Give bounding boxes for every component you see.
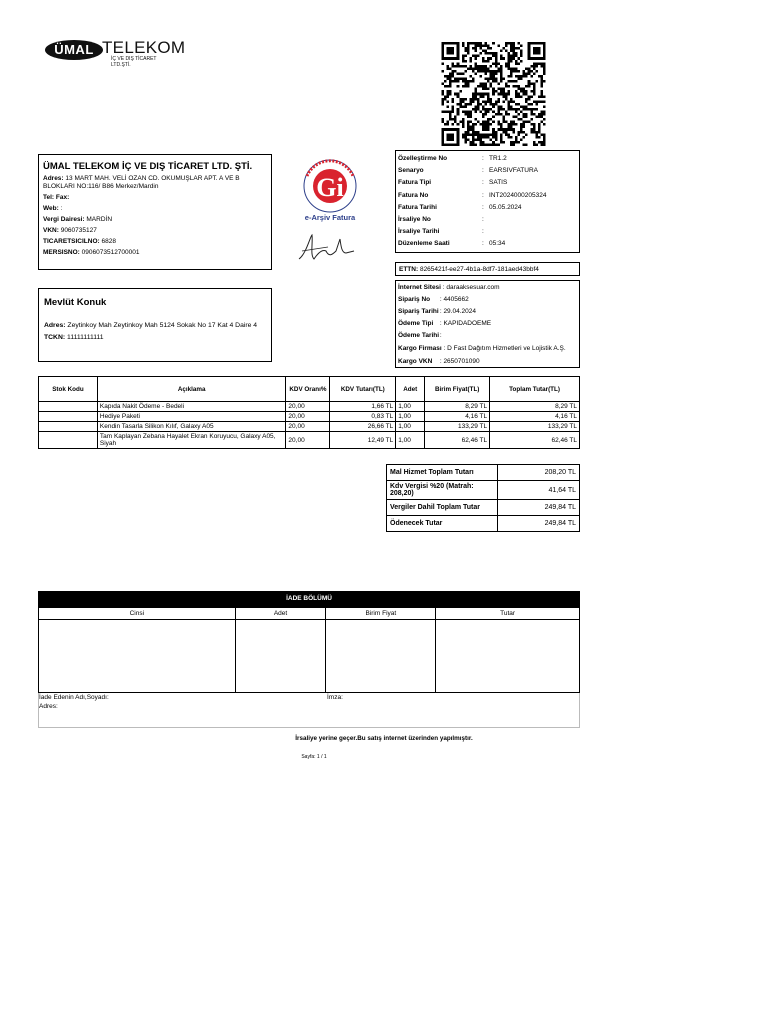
items-header-cell: KDV Tutarı(TL) xyxy=(330,377,396,402)
meta-key: Fatura Tipi xyxy=(398,179,432,187)
item-desc-cell: Kapıda Nakit Ödeme - Bedeli xyxy=(97,402,286,412)
totals-value: 249,84 TL xyxy=(498,516,580,532)
item-rate-cell: 20,00 xyxy=(286,412,330,422)
item-kdv-cell: 26,66 TL xyxy=(330,422,396,432)
meta-colon: : xyxy=(482,155,484,162)
logo-word: TELEKOM xyxy=(102,38,186,57)
table-row xyxy=(39,412,580,422)
totals-row xyxy=(387,465,580,481)
return-cell xyxy=(436,620,580,693)
meta-key: Fatura No xyxy=(398,191,429,199)
order-value: daraaksesuar.com xyxy=(446,284,500,291)
return-sign-label: İmza: xyxy=(327,694,343,701)
return-name-label: İade Edenin Adı,Soyadı: xyxy=(39,694,109,701)
meta-colon: : xyxy=(482,228,484,236)
item-rate-cell: 20,00 xyxy=(286,432,330,449)
order-value: KAPIDADOEME xyxy=(443,320,492,327)
item-rate-cell: 20,00 xyxy=(286,402,330,412)
item-code-cell xyxy=(39,412,98,422)
return-body xyxy=(38,619,580,693)
meta-value: INT2024000205324 xyxy=(489,191,547,199)
item-unit-cell: 8,29 TL xyxy=(425,402,490,412)
totals-table xyxy=(386,464,580,532)
return-title: İADE BÖLÜMÜ xyxy=(38,591,580,607)
meta-row xyxy=(398,192,578,201)
item-total-cell: 8,29 TL xyxy=(490,402,580,412)
item-desc-cell: Kendin Tasarla Silikon Kılıf, Galaxy A05 xyxy=(97,422,286,432)
meta-row xyxy=(398,155,578,164)
meta-row xyxy=(398,240,578,249)
return-cell xyxy=(39,620,236,693)
order-value: 4405662 xyxy=(443,296,469,303)
order-info xyxy=(395,280,580,368)
meta-value: TR1.2 xyxy=(489,155,507,162)
item-kdv-cell: 12,49 TL xyxy=(330,432,396,449)
order-colon: : xyxy=(439,320,442,327)
footer-note: İrsaliye yerine geçer.Bu satış internet üzerinden yapılmıştır. xyxy=(295,735,473,742)
meta-key: Senaryo xyxy=(398,167,424,175)
totals-row xyxy=(387,516,580,532)
meta-colon: : xyxy=(482,191,484,199)
seller-vkn: VKN: 9060735127 xyxy=(43,227,97,234)
items-header-row xyxy=(39,377,580,402)
return-column-header: Cinsi xyxy=(39,608,236,620)
seller-address: Adres: 13 MART MAH. VELİ OZAN CD. OKUMUŞLAR APT. A VE B BLOKLARI NO:116/ B86 Merkez/Mardin xyxy=(43,175,240,190)
item-total-cell: 133,29 TL xyxy=(490,422,580,432)
buyer-address: Adres: Zeytinkoy Mah Zeytinkoy Mah 5124 Sokak No 17 Kat 4 Daire 4 xyxy=(44,322,258,329)
items-header-cell: Toplam Tutar(TL) xyxy=(490,377,580,402)
totals-row xyxy=(387,481,580,500)
item-desc-cell: Tam Kaplayan Zebana Hayalet Ekran Koruyucu, Galaxy A05, Siyah xyxy=(97,432,286,449)
return-column-header: Birim Fiyat xyxy=(326,608,436,620)
seller-telfax: Tel: Fax: xyxy=(43,194,70,201)
items-header-cell: KDV Oranı% xyxy=(286,377,330,402)
totals-label: Kdv Vergisi %20 (Matrah: 208,20) xyxy=(387,481,498,500)
buyer-info xyxy=(38,288,272,362)
item-code-cell xyxy=(39,422,98,432)
items-table xyxy=(38,376,580,449)
return-address-label: Adres: xyxy=(39,703,58,710)
meta-key: İrsaliye No xyxy=(398,216,431,223)
item-qty-cell: 1,00 xyxy=(396,402,425,412)
seller-mersis: MERSISNO: 0906073512700001 xyxy=(43,249,140,256)
order-colon: : xyxy=(439,308,442,315)
item-qty-cell: 1,00 xyxy=(396,422,425,432)
return-cell xyxy=(326,620,436,693)
order-colon: : xyxy=(439,358,442,365)
order-row xyxy=(398,358,480,365)
meta-colon: : xyxy=(482,167,484,175)
items-header-cell: Birim Fiyat(TL) xyxy=(425,377,490,402)
item-rate-cell: 20,00 xyxy=(286,422,330,432)
totals-label: Vergiler Dahil Toplam Tutar xyxy=(387,500,498,516)
seller-tax-office: Vergi Dairesi: MARDİN xyxy=(43,216,113,223)
return-section xyxy=(38,591,580,728)
order-colon: : xyxy=(442,284,445,291)
return-column-header: Adet xyxy=(235,608,326,620)
company-logo xyxy=(45,38,186,68)
order-colon: : xyxy=(443,345,446,352)
order-key: Kargo VKN xyxy=(398,358,433,365)
items-header-cell: Adet xyxy=(396,377,425,402)
item-kdv-cell: 1,66 TL xyxy=(330,402,396,412)
meta-value: SATIS xyxy=(489,179,508,187)
item-desc-cell: Hediye Paketi xyxy=(97,412,286,422)
items-header-cell: Açıklama xyxy=(97,377,286,402)
seller-web: Web: : xyxy=(43,205,63,212)
seller-trade-reg: TICARETSICILNO: 6828 xyxy=(43,238,116,245)
meta-row xyxy=(398,204,578,213)
item-total-cell: 62,46 TL xyxy=(490,432,580,449)
order-row xyxy=(398,332,442,339)
invoice-meta xyxy=(395,150,580,253)
totals-row xyxy=(387,500,580,516)
order-key: Sipariş No xyxy=(398,296,431,303)
item-total-cell: 4,16 TL xyxy=(490,412,580,422)
order-row xyxy=(398,345,566,352)
item-code-cell xyxy=(39,402,98,412)
order-row xyxy=(398,284,500,291)
order-key: Kargo Firması xyxy=(398,345,442,352)
item-unit-cell: 62,46 TL xyxy=(425,432,490,449)
buyer-name: Mevlüt Konuk xyxy=(44,297,107,308)
item-qty-cell: 1,00 xyxy=(396,412,425,422)
totals-value: 208,20 TL xyxy=(498,465,580,481)
seller-info xyxy=(38,154,272,270)
item-unit-cell: 133,29 TL xyxy=(425,422,490,432)
totals-value: 41,64 TL xyxy=(498,481,580,500)
ettn-value: 8265421f-ee27-4b1a-8df7-181aed43bbf4 xyxy=(419,266,539,273)
item-unit-cell: 4,16 TL xyxy=(425,412,490,422)
table-row xyxy=(39,402,580,412)
meta-row xyxy=(398,216,578,225)
meta-key: İrsaliye Tarihi xyxy=(398,228,440,236)
meta-row xyxy=(398,167,578,176)
meta-colon: : xyxy=(482,179,484,187)
meta-colon: : xyxy=(482,240,484,248)
order-key: İnternet Sitesi xyxy=(398,284,441,291)
signature-icon xyxy=(296,229,356,267)
order-value: D Fast Dağıtım Hizmetleri ve Lojistik A.Ş. xyxy=(447,345,566,352)
order-key: Ödeme Tipi xyxy=(398,320,434,327)
order-row xyxy=(398,308,476,315)
logo-oval: ÜMAL xyxy=(45,40,103,60)
order-row xyxy=(398,320,491,327)
totals-label: Ödenecek Tutar xyxy=(387,516,498,532)
meta-key: Düzenleme Saati xyxy=(398,240,450,248)
e-arsiv-label: e-Arşiv Fatura xyxy=(304,213,356,222)
order-value: 2650701090 xyxy=(443,358,480,365)
logo-subtitle: İÇ VE DIŞ TİCARET LTD.ŞTİ. xyxy=(111,56,157,68)
meta-key: Özelleştirme No xyxy=(398,155,448,162)
order-row xyxy=(398,296,469,303)
totals-label: Mal Hizmet Toplam Tutarı xyxy=(387,465,498,481)
meta-value: 05:34 xyxy=(489,240,506,248)
order-colon: : xyxy=(439,296,442,303)
meta-colon: : xyxy=(482,203,484,211)
order-key: Sipariş Tarihi xyxy=(398,308,439,315)
qr-code-icon xyxy=(441,42,546,146)
totals-value: 249,84 TL xyxy=(498,500,580,516)
item-code-cell xyxy=(39,432,98,449)
item-kdv-cell: 0,83 TL xyxy=(330,412,396,422)
meta-colon: : xyxy=(482,216,484,223)
return-cell xyxy=(235,620,326,693)
items-header-cell: Stok Kodu xyxy=(39,377,98,402)
svg-text:Gi: Gi xyxy=(316,173,344,202)
meta-row xyxy=(398,179,578,188)
meta-key: Fatura Tarihi xyxy=(398,203,437,211)
table-row xyxy=(39,432,580,449)
order-key: Ödeme Tarihi xyxy=(398,332,440,339)
item-qty-cell: 1,00 xyxy=(396,432,425,449)
page-number: Sayfa: 1 / 1 xyxy=(301,754,327,760)
table-row xyxy=(39,422,580,432)
ettn-box xyxy=(395,262,580,276)
meta-value: 05.05.2024 xyxy=(489,203,522,211)
seller-title: ÜMAL TELEKOM İÇ VE DIŞ TİCARET LTD. ŞTİ. xyxy=(43,161,253,172)
order-value: 29.04.2024 xyxy=(443,308,476,315)
ettn-label: ETTN: xyxy=(399,266,419,273)
order-colon: : xyxy=(439,332,442,339)
meta-row xyxy=(398,228,578,237)
buyer-tckn: TCKN: 11111111111 xyxy=(44,334,104,341)
meta-value: EARSIVFATURA xyxy=(489,167,539,175)
return-column-header: Tutar xyxy=(436,608,580,620)
